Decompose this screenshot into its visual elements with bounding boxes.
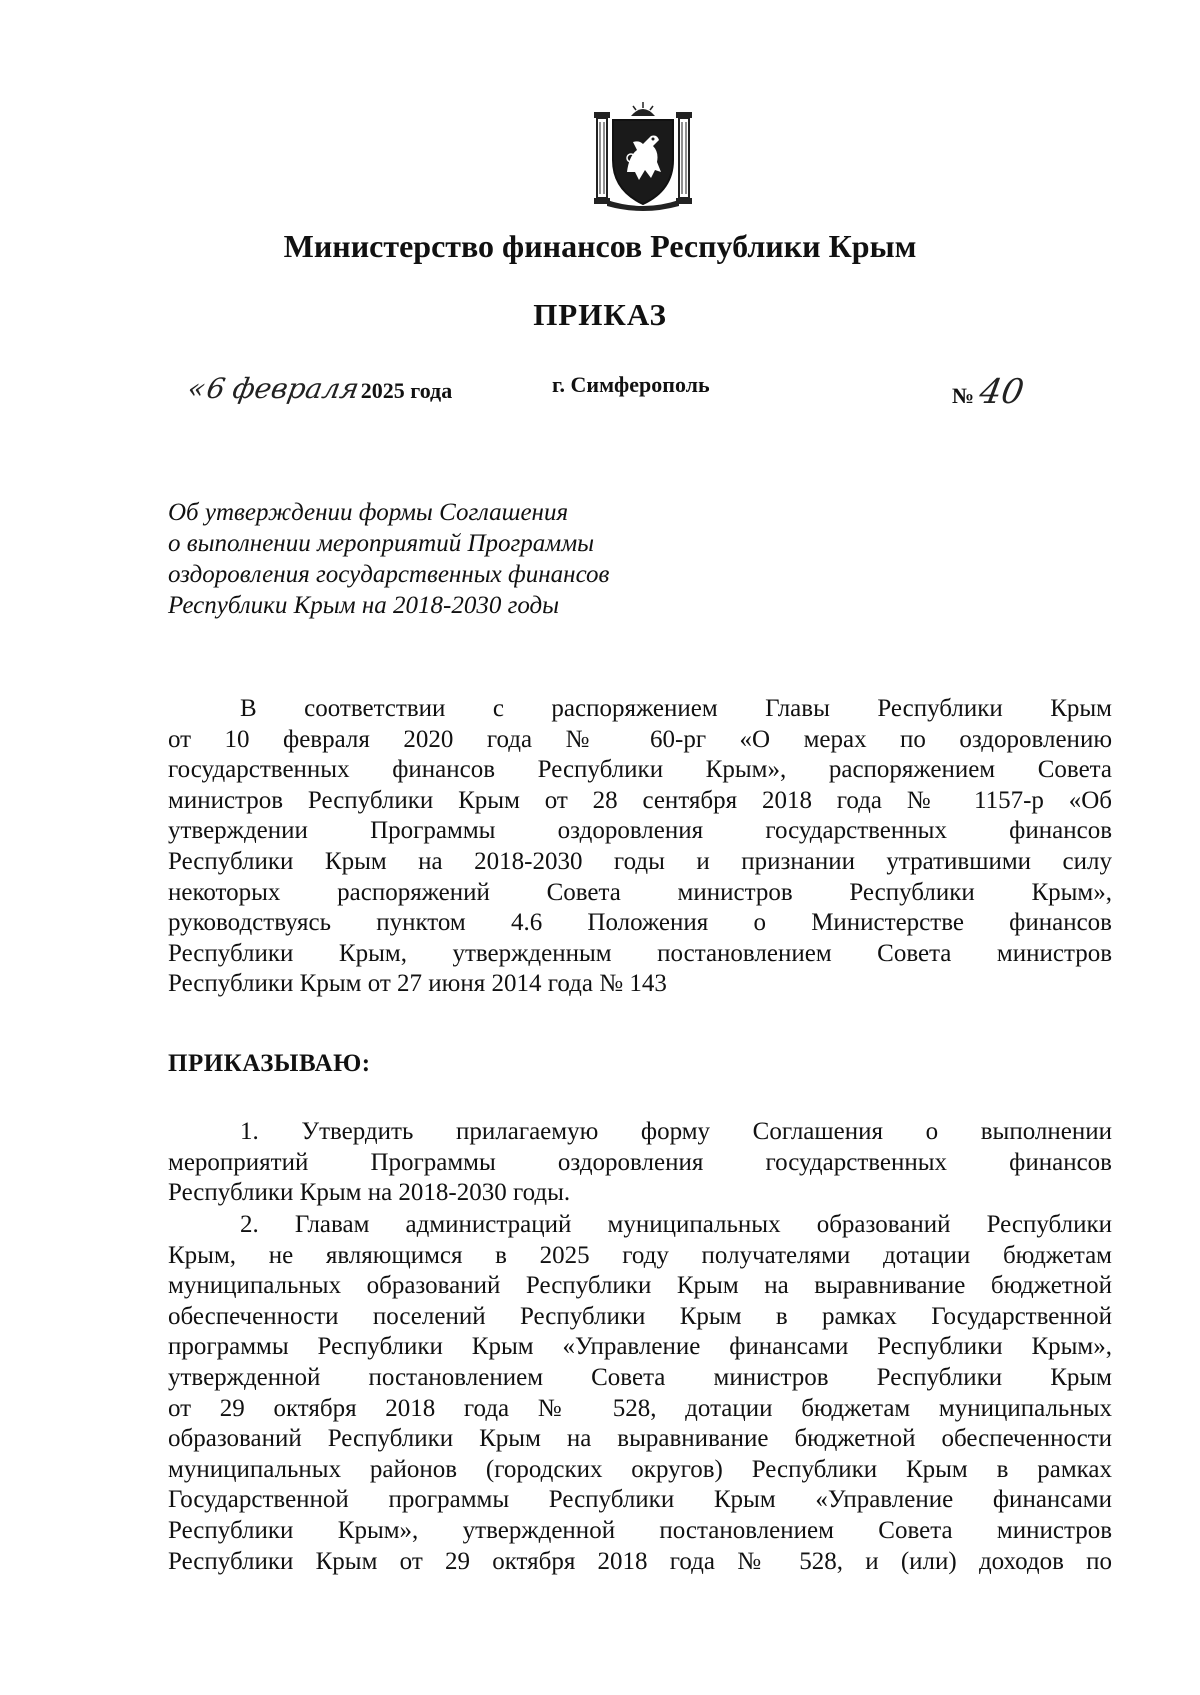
subject-line: о выполнении мероприятий Программы (168, 530, 595, 557)
order-item-2 (168, 1210, 1112, 1577)
order-directive-heading: ПРИКАЗЫВАЮ: (168, 1050, 371, 1077)
coat-of-arms-emblem (593, 100, 693, 212)
item-line: Республики Крым на 2018-2030 годы. (168, 1179, 571, 1207)
date-month-handwritten: февраля (230, 372, 362, 405)
date-open-quote: « (185, 372, 209, 405)
item-line: Республики Крым от 29 октября 2018 года № 528, и (или) доходов по (168, 1547, 1112, 1575)
preamble-line: утверждении Программы оздоровления государственных финансов (168, 817, 1112, 845)
subject-line: Об утверждении формы Соглашения (168, 499, 569, 526)
item-line: утвержденной постановлением Совета министров Республики Крым (168, 1363, 1112, 1391)
preamble-line: В соответствии с распоряжением Главы Республики Крым (240, 695, 1112, 722)
item-line: образований Республики Крым на выравнивание бюджетной обеспеченности (168, 1425, 1112, 1453)
preamble-line: министров Республики Крым от 28 сентября 2018 года № 1157-р «Об (168, 786, 1112, 814)
item-line: Государственной программы Республики Крым «Управление финансами (168, 1486, 1112, 1514)
order-date (185, 372, 453, 405)
subject-line: Республики Крым на 2018-2030 годы (168, 592, 560, 619)
item-line: программы Республики Крым «Управление финансами Республики Крым», (168, 1333, 1112, 1361)
preamble-line: Республики Крым, утвержденным постановлением Совета министров (168, 939, 1112, 967)
preamble-line: государственных финансов Республики Крым», распоряжением Совета (168, 756, 1112, 784)
subject-line: оздоровления государственных финансов (168, 561, 610, 588)
number-sign: № (952, 383, 975, 408)
preamble-paragraph (168, 694, 1112, 1000)
order-item-1 (168, 1117, 1112, 1209)
item-line: муниципальных районов (городских округов) Республики Крым в рамках (168, 1455, 1112, 1483)
item-line: от 29 октября 2018 года № 528, дотации бюджетам муниципальных (168, 1394, 1112, 1422)
item-line: муниципальных образований Республики Крым на выравнивание бюджетной (168, 1272, 1112, 1300)
preamble-line: от 10 февраля 2020 года № 60-рг «О мерах по оздоровлению (168, 725, 1112, 753)
item-line: 2. Главам администраций муниципальных образований Республики (240, 1211, 1112, 1238)
date-year: 2025 года (360, 378, 453, 403)
document-type-title: ПРИКАЗ (533, 297, 667, 332)
item-line: Крым, не являющимся в 2025 году получателями дотации бюджетам (168, 1241, 1112, 1269)
preamble-line: Республики Крым на 2018-2030 годы и признании утратившими силу (168, 847, 1112, 875)
ministry-name: Министерство финансов Республики Крым (283, 228, 917, 264)
item-line: мероприятий Программы оздоровления государственных финансов (168, 1148, 1112, 1176)
date-day-handwritten: 6 (204, 372, 228, 405)
order-number (952, 372, 1027, 412)
preamble-line: руководствуясь пунктом 4.6 Положения о Министерстве финансов (168, 909, 1112, 937)
order-subject (168, 497, 609, 621)
preamble-line: некоторых распоряжений Совета министров Республики Крым», (168, 878, 1112, 906)
order-meta-row (0, 372, 1200, 432)
item-line: 1. Утвердить прилагаемую форму Соглашения о выполнении (240, 1118, 1112, 1145)
item-line: обеспеченности поселений Республики Крым в рамках Государственной (168, 1302, 1112, 1330)
preamble-line: Республики Крым от 27 июня 2014 года № 143 (168, 970, 667, 998)
item-line: Республики Крым», утвержденной постановлением Совета министров (168, 1516, 1112, 1544)
order-city: г. Симферополь (552, 372, 710, 397)
number-value-handwritten: 40 (976, 372, 1027, 412)
